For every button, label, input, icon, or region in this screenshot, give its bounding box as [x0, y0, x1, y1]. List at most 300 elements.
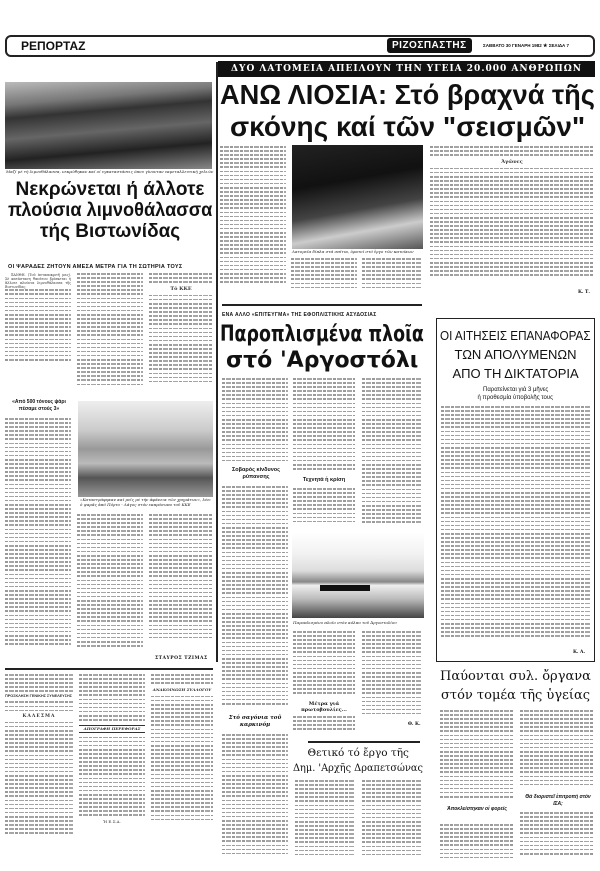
text-line — [293, 676, 355, 678]
text-line — [222, 734, 288, 736]
text-line — [362, 274, 422, 276]
text-line — [222, 556, 288, 558]
text-line — [220, 162, 286, 164]
text-line — [149, 543, 213, 545]
text-line — [441, 512, 591, 514]
text-line — [149, 295, 213, 297]
text-line — [5, 690, 73, 692]
subhead-line: ἡ προθεσμία ὑποβολῆς τους — [477, 395, 554, 401]
text-line — [79, 686, 145, 688]
subhead-danger: Σοβαρός κίνδυνος ρύπανσης — [231, 467, 281, 480]
text-line — [222, 658, 288, 660]
text-line — [430, 180, 594, 182]
argostoli-headline — [220, 322, 424, 374]
text-line — [441, 480, 591, 482]
text-line — [149, 616, 213, 618]
text-line — [77, 555, 143, 557]
text-line — [79, 741, 145, 743]
text-line — [5, 783, 73, 785]
text-line — [430, 184, 594, 186]
text-line — [5, 545, 71, 547]
text-line — [295, 854, 355, 856]
drapetsona-body-col2 — [362, 780, 422, 860]
text-line — [77, 339, 143, 341]
text-line — [362, 688, 422, 690]
text-line — [77, 580, 143, 582]
text-line — [291, 270, 357, 272]
notice-col1 — [5, 674, 73, 864]
text-line — [430, 250, 594, 252]
meeting-heading: ΠΡΟΣΚΛΗΣΗ ΓΕΝΙΚΗΣ ΣΥΝΕΛΕΥΣΗΣ — [5, 694, 73, 699]
text-line — [362, 792, 422, 794]
text-line — [520, 763, 594, 765]
text-line — [362, 850, 422, 852]
text-line — [440, 735, 514, 737]
text-line — [293, 521, 355, 523]
text-line — [5, 779, 73, 781]
text-line — [430, 221, 594, 223]
text-line — [5, 750, 73, 752]
text-line — [362, 817, 422, 819]
text-line — [151, 708, 213, 710]
text-line — [293, 403, 355, 405]
text-line — [151, 757, 213, 759]
text-line — [220, 228, 286, 230]
text-line — [222, 816, 288, 818]
lagoon-photo — [5, 82, 212, 169]
text-line — [222, 845, 288, 847]
text-line — [430, 274, 594, 276]
text-line — [293, 415, 355, 417]
text-line — [293, 394, 355, 396]
argostoli-body-col2d — [293, 716, 355, 736]
text-line — [5, 302, 71, 304]
text-line — [362, 813, 422, 815]
text-line — [293, 500, 355, 502]
text-line — [5, 828, 73, 830]
text-line — [362, 493, 422, 495]
vistonida-body-col1 — [5, 273, 71, 393]
text-line — [441, 557, 591, 559]
text-line — [362, 460, 422, 462]
text-line — [5, 520, 71, 522]
text-line — [151, 774, 213, 776]
text-line — [5, 537, 71, 539]
text-line — [440, 767, 514, 769]
text-line — [440, 718, 514, 720]
text-line — [5, 722, 73, 724]
text-line — [5, 326, 71, 328]
text-line — [222, 560, 288, 562]
text-line — [149, 344, 213, 346]
text-line — [79, 810, 145, 812]
text-line — [222, 564, 288, 566]
text-line — [222, 605, 288, 607]
text-line — [222, 494, 288, 496]
text-line — [520, 776, 594, 778]
text-line — [222, 580, 288, 582]
text-line — [149, 596, 213, 598]
text-line — [441, 619, 591, 621]
text-line — [222, 742, 288, 744]
text-line — [149, 551, 213, 553]
text-line — [362, 283, 422, 285]
text-line — [5, 334, 71, 336]
text-line — [77, 596, 143, 598]
text-line — [151, 712, 213, 714]
text-line — [151, 678, 213, 680]
text-line — [362, 476, 422, 478]
text-line — [220, 257, 286, 259]
text-line — [430, 176, 594, 178]
text-line — [77, 592, 143, 594]
text-line — [293, 488, 355, 490]
text-line — [149, 303, 213, 305]
text-line — [295, 796, 355, 798]
text-line — [293, 692, 355, 694]
text-line — [5, 298, 71, 300]
text-line — [220, 216, 286, 218]
text-line — [293, 427, 355, 429]
text-line — [222, 699, 288, 701]
text-line — [220, 212, 286, 214]
text-line — [77, 318, 143, 320]
text-line — [77, 379, 143, 381]
text-line — [149, 539, 213, 541]
text-line — [293, 382, 355, 384]
text-line — [441, 627, 591, 629]
text-line — [5, 347, 71, 349]
text-line — [440, 857, 514, 859]
text-line — [295, 784, 355, 786]
text-line — [220, 166, 286, 168]
ship-hull-shape — [320, 585, 370, 591]
text-line — [362, 841, 422, 843]
text-line — [441, 488, 591, 490]
text-line — [293, 660, 355, 662]
text-line — [440, 730, 514, 732]
text-line — [149, 299, 213, 301]
text-line — [440, 776, 514, 778]
text-line — [362, 456, 422, 458]
text-line — [441, 603, 591, 605]
headline-line: Θετικό τό ἔργο τῆς — [307, 747, 409, 759]
text-line — [222, 531, 288, 533]
lagoon-photo-caption: Μαζί μέ τή λιμνοθάλασσα, νεκρώθηκαν καί οί εγκαταστάσεις όπου γίνονταν εκμεταλλευτική χελιών — [6, 169, 214, 174]
text-line — [149, 600, 213, 602]
text-line — [222, 832, 288, 834]
subhead-ika: Θά διοριστεῖ ἐπιτροπή στόν ΙΣΑ; — [525, 794, 591, 807]
text-line — [441, 537, 591, 539]
text-line — [293, 517, 355, 519]
text-line — [5, 795, 73, 797]
text-line — [362, 660, 422, 662]
text-line — [5, 330, 71, 332]
text-line — [291, 283, 357, 285]
text-line — [362, 651, 422, 653]
text-line — [79, 699, 145, 701]
text-line — [362, 643, 422, 645]
text-line — [222, 539, 288, 541]
text-line — [151, 786, 213, 788]
text-line — [441, 566, 591, 568]
text-line — [430, 237, 594, 239]
text-line — [149, 612, 213, 614]
text-line — [149, 315, 213, 317]
text-line — [293, 407, 355, 409]
text-line — [79, 753, 145, 755]
text-line — [222, 519, 288, 521]
text-line — [220, 195, 286, 197]
text-line — [295, 825, 355, 827]
text-line — [77, 559, 143, 561]
text-line — [5, 293, 71, 295]
text-line — [362, 386, 422, 388]
text-line — [441, 435, 591, 437]
headline-line: Νεκρώνεται ή άλλοτε — [15, 179, 205, 200]
subhead-reef: Τεχνητά ἡ κρίση — [302, 477, 346, 483]
text-line — [5, 767, 73, 769]
text-line — [222, 419, 288, 421]
text-line — [5, 447, 71, 449]
text-line — [362, 705, 422, 707]
text-line — [222, 804, 288, 806]
text-line — [362, 521, 422, 523]
text-line — [441, 414, 591, 416]
text-line — [222, 568, 288, 570]
text-line — [222, 535, 288, 537]
text-line — [5, 759, 73, 761]
text-line — [362, 509, 422, 511]
text-line — [441, 410, 591, 412]
text-line — [151, 769, 213, 771]
text-line — [77, 330, 143, 332]
text-line — [151, 761, 213, 763]
subhead-measures: Μέτρα γιά πρωτοβουλίες... — [301, 701, 347, 713]
text-line — [222, 506, 288, 508]
text-line — [222, 415, 288, 417]
text-line — [440, 739, 514, 741]
text-line — [5, 706, 73, 708]
text-line — [430, 192, 594, 194]
text-line — [79, 674, 145, 676]
text-line — [441, 406, 591, 408]
fishermen-photo — [78, 401, 213, 497]
text-line — [149, 620, 213, 622]
text-line — [293, 672, 355, 674]
text-line — [5, 710, 73, 712]
text-line — [362, 411, 422, 413]
text-line — [295, 800, 355, 802]
ano-liosia-divider — [222, 304, 422, 306]
text-line — [151, 819, 213, 821]
text-line — [441, 574, 591, 576]
text-line — [440, 747, 514, 749]
text-line — [440, 759, 514, 761]
text-line — [149, 377, 213, 379]
text-line — [149, 526, 213, 528]
text-line — [77, 514, 143, 516]
page-header — [5, 35, 595, 57]
text-line — [362, 489, 422, 491]
text-line — [5, 742, 73, 744]
vistonida-body-col2 — [77, 273, 143, 393]
text-line — [441, 586, 591, 588]
text-line — [520, 837, 594, 839]
text-line — [149, 348, 213, 350]
text-line — [441, 525, 591, 527]
health-body-col2b — [520, 812, 594, 864]
text-line — [220, 183, 286, 185]
text-line — [362, 431, 422, 433]
text-line — [520, 759, 594, 761]
text-line — [295, 841, 355, 843]
text-line — [520, 812, 594, 814]
text-line — [149, 352, 213, 354]
text-line — [362, 513, 422, 515]
text-line — [441, 615, 591, 617]
text-line — [5, 635, 71, 637]
text-line — [295, 817, 355, 819]
text-line — [149, 571, 213, 573]
text-line — [5, 451, 71, 453]
text-line — [5, 504, 71, 506]
text-line — [222, 763, 288, 765]
text-line — [5, 318, 71, 320]
text-line — [430, 168, 594, 170]
text-line — [149, 336, 213, 338]
text-line — [222, 511, 288, 513]
vistonida-signature: ΣΤΑΥΡΟΣ ΤΖΙΜΑΣ — [155, 656, 208, 661]
text-line — [149, 604, 213, 606]
text-line — [222, 849, 288, 851]
text-line — [5, 314, 71, 316]
text-line — [222, 576, 288, 578]
text-line — [441, 439, 591, 441]
text-line — [293, 456, 355, 458]
text-line — [222, 502, 288, 504]
text-line — [293, 448, 355, 450]
text-line — [5, 343, 71, 345]
text-line — [77, 633, 143, 635]
text-line — [220, 265, 286, 267]
text-line — [220, 199, 286, 201]
headline-line: στό 'Αργοστόλι — [226, 348, 419, 373]
text-line — [430, 150, 594, 152]
text-line — [77, 351, 143, 353]
headline-line: πλούσια λιμνοθάλασσα — [8, 200, 213, 221]
text-line — [520, 853, 594, 855]
text-line — [520, 739, 594, 741]
text-line — [151, 782, 213, 784]
text-line — [362, 435, 422, 437]
text-line — [222, 431, 288, 433]
vistonida-body-col1b — [5, 418, 71, 663]
text-line — [77, 518, 143, 520]
argostoli-body-col2b — [293, 488, 355, 528]
text-line — [440, 788, 514, 790]
text-line — [151, 802, 213, 804]
text-line — [520, 730, 594, 732]
text-line — [149, 356, 213, 358]
text-line — [430, 172, 594, 174]
text-line — [222, 828, 288, 830]
text-line — [430, 270, 594, 272]
text-line — [441, 590, 591, 592]
text-line — [149, 273, 213, 275]
text-line — [79, 678, 145, 680]
text-line — [222, 783, 288, 785]
text-line — [362, 713, 422, 715]
text-line — [5, 726, 73, 728]
text-line — [293, 468, 355, 470]
text-line — [222, 629, 288, 631]
text-line — [77, 302, 143, 304]
text-line — [362, 788, 422, 790]
text-line — [293, 656, 355, 658]
text-line — [5, 475, 71, 477]
text-line — [362, 676, 422, 678]
text-line — [5, 791, 73, 793]
text-line — [222, 617, 288, 619]
text-line — [440, 763, 514, 765]
text-line — [5, 619, 71, 621]
text-line — [149, 588, 213, 590]
text-line — [5, 289, 71, 291]
text-line — [5, 557, 71, 559]
ano-liosia-body-col2 — [291, 258, 357, 291]
text-line — [5, 590, 71, 592]
text-line — [5, 524, 71, 526]
star-icon: ★ — [542, 43, 549, 49]
text-line — [77, 384, 143, 386]
text-line — [5, 549, 71, 551]
text-line — [295, 813, 355, 815]
text-line — [222, 498, 288, 500]
text-line — [362, 829, 422, 831]
text-line — [362, 784, 422, 786]
text-line — [79, 765, 145, 767]
text-line — [151, 745, 213, 747]
text-line — [293, 635, 355, 637]
column-divider — [216, 62, 218, 662]
text-line — [293, 439, 355, 441]
text-line — [520, 751, 594, 753]
text-line — [520, 747, 594, 749]
headline-line: ΤΩΝ ΑΠΟΛΥΜΕΝΩΝ — [454, 347, 577, 362]
text-line — [222, 625, 288, 627]
text-line — [441, 631, 591, 633]
text-line — [149, 559, 213, 561]
text-line — [5, 459, 71, 461]
text-line — [440, 832, 514, 834]
text-line — [79, 814, 145, 816]
text-line — [362, 800, 422, 802]
text-line — [77, 534, 143, 536]
text-line — [222, 646, 288, 648]
text-line — [362, 444, 422, 446]
text-line — [362, 639, 422, 641]
text-line — [149, 580, 213, 582]
text-line — [362, 419, 422, 421]
text-line — [77, 539, 143, 541]
kalesma-heading: ΚΑΛΕΣΜΑ — [22, 713, 56, 719]
text-line — [295, 850, 355, 852]
text-line — [441, 623, 591, 625]
text-line — [220, 273, 286, 275]
text-line — [520, 816, 594, 818]
text-line — [151, 682, 213, 684]
